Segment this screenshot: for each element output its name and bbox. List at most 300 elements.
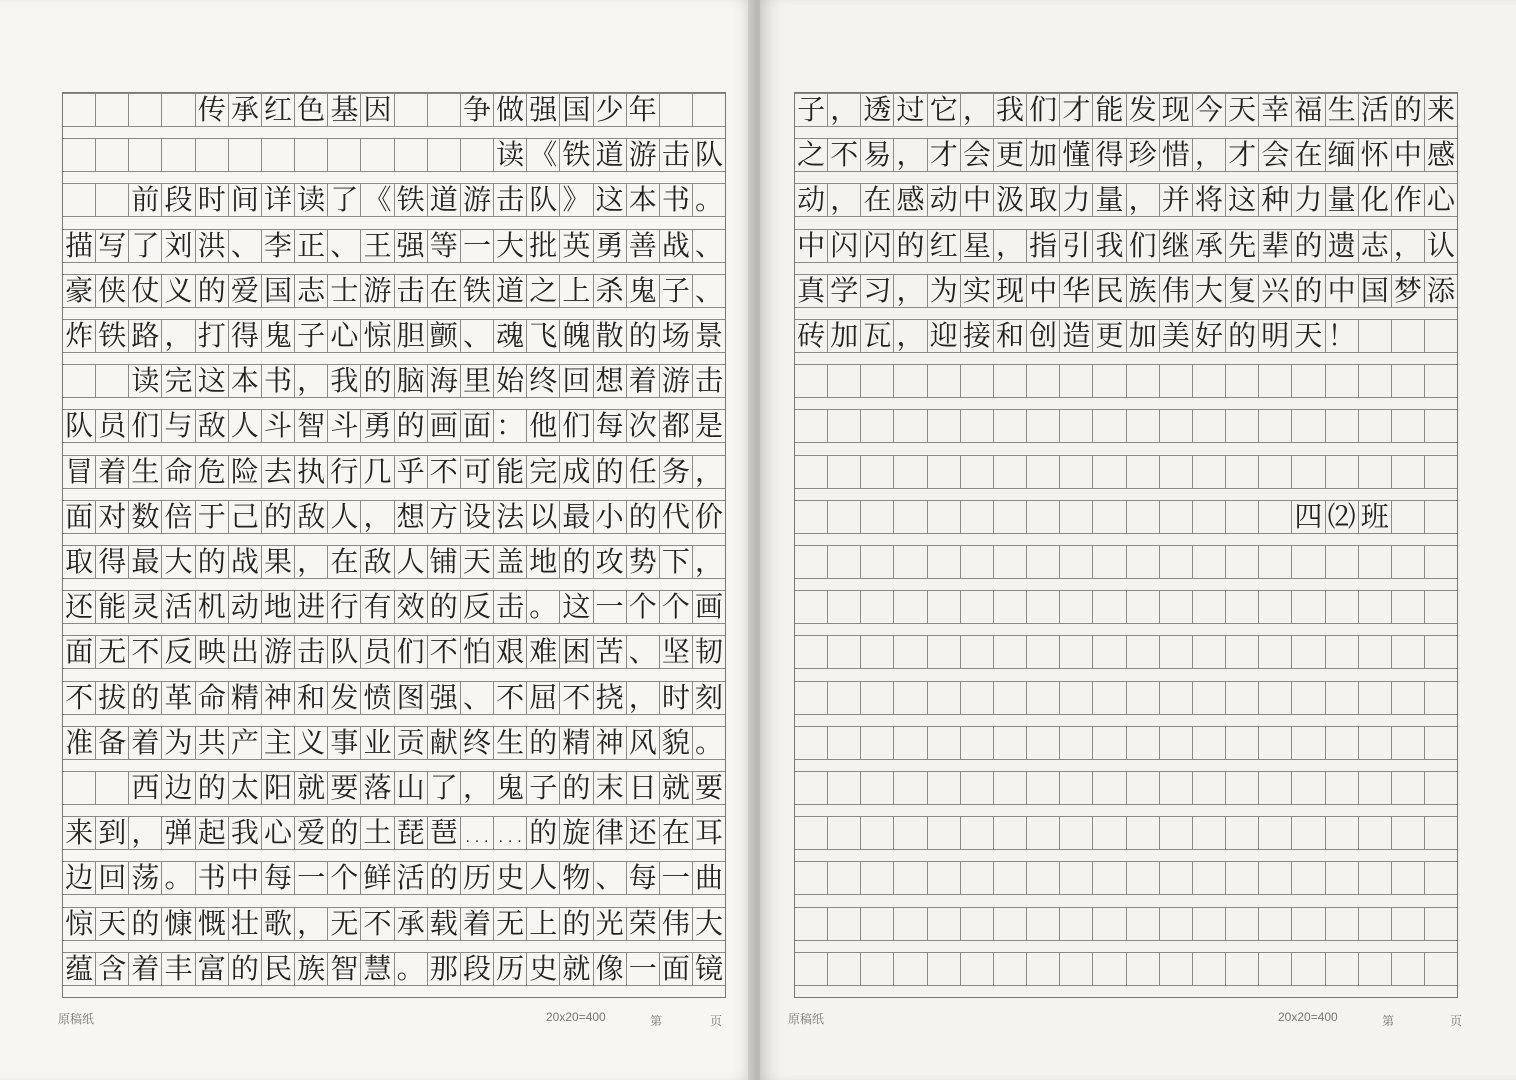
grid-cell xyxy=(960,364,993,398)
grid-cell xyxy=(795,726,827,760)
grid-cell: 在 xyxy=(659,816,692,850)
grid-cell xyxy=(1358,907,1391,941)
grid-cell xyxy=(927,771,960,805)
grid-cell xyxy=(827,500,860,534)
grid-cell: 习 xyxy=(860,274,893,308)
grid-cell: 面 xyxy=(63,500,95,534)
grid-cell: 瓦 xyxy=(860,319,893,353)
grid-cell xyxy=(993,545,1026,579)
grid-cell xyxy=(1192,907,1225,941)
grid-cell: 始 xyxy=(493,364,526,398)
grid-cell: 在 xyxy=(327,545,360,579)
grid-cell: 击 xyxy=(493,183,526,217)
grid-cell: 壮 xyxy=(228,907,261,941)
grid-cell: 学 xyxy=(827,274,860,308)
grid-cell xyxy=(860,816,893,850)
manuscript-grid-left xyxy=(62,92,726,998)
grid-cell xyxy=(1325,907,1358,941)
grid-cell: 个 xyxy=(327,861,360,895)
grid-cell xyxy=(795,409,827,443)
grid-cell: 来 xyxy=(63,816,95,850)
grid-cell: 了 xyxy=(128,229,161,263)
grid-cell: 动 xyxy=(795,183,827,217)
grid-cell xyxy=(1126,590,1159,624)
grid-cell: 继 xyxy=(1159,229,1192,263)
grid-cell xyxy=(1225,635,1258,669)
grid-cell: 读 xyxy=(128,364,161,398)
grid-cell: 任 xyxy=(626,455,659,489)
grid-cell xyxy=(1258,364,1291,398)
grid-cell: 书 xyxy=(659,183,692,217)
grid-cell xyxy=(960,409,993,443)
grid-cell: 加 xyxy=(827,319,860,353)
grid-cell: 在 xyxy=(860,183,893,217)
grid-cell xyxy=(827,455,860,489)
grid-cell: 下 xyxy=(659,545,692,579)
grid-cell: 己 xyxy=(228,500,261,534)
manuscript-sheet-right xyxy=(760,0,1516,1080)
grid-cell: 有 xyxy=(360,590,393,624)
grid-cell: 完 xyxy=(161,364,194,398)
grid-cell xyxy=(1358,635,1391,669)
grid-cell xyxy=(1291,545,1324,579)
grid-cell xyxy=(1258,500,1291,534)
grid-cell: 时 xyxy=(659,681,692,715)
grid-cell: 机 xyxy=(195,590,228,624)
paper-type-label: 原稿纸 xyxy=(788,1012,825,1026)
grid-cell: 想 xyxy=(593,364,626,398)
grid-cell xyxy=(460,138,493,172)
grid-cell: 击 xyxy=(493,590,526,624)
grid-cell xyxy=(795,635,827,669)
manuscript-row xyxy=(795,274,1457,308)
grid-cell: 添 xyxy=(1424,274,1457,308)
grid-cell: 段 xyxy=(460,952,493,986)
grid-cell xyxy=(827,861,860,895)
grid-cell: 面 xyxy=(659,952,692,986)
grid-cell: 物 xyxy=(559,861,592,895)
manuscript-row xyxy=(63,907,725,941)
grid-cell: 现 xyxy=(1159,93,1192,127)
grid-cell: 西 xyxy=(128,771,161,805)
grid-cell: 载 xyxy=(427,907,460,941)
grid-cell xyxy=(1424,500,1457,534)
grid-cell: 们 xyxy=(559,409,592,443)
grid-cell: 每 xyxy=(261,861,294,895)
grid-cell: 铁 xyxy=(95,319,128,353)
grid-cell xyxy=(1424,409,1457,443)
grid-cell: 动 xyxy=(228,590,261,624)
grid-cell: 强 xyxy=(526,93,559,127)
grid-cell: 国 xyxy=(559,93,592,127)
grid-cell: 无 xyxy=(327,907,360,941)
grid-cell xyxy=(1391,319,1424,353)
grid-cell: 击 xyxy=(394,274,427,308)
grid-cell: 着 xyxy=(626,364,659,398)
grid-cell xyxy=(161,138,194,172)
grid-cell xyxy=(1358,319,1391,353)
grid-cell: 荣 xyxy=(626,907,659,941)
grid-cell xyxy=(1358,409,1391,443)
grid-cell: 才 xyxy=(1225,138,1258,172)
grid-cell: 弹 xyxy=(161,816,194,850)
grid-cell: 好 xyxy=(1192,319,1225,353)
grid-cell xyxy=(1059,771,1092,805)
grid-cell: 国 xyxy=(261,274,294,308)
grid-cell: 场 xyxy=(659,319,692,353)
grid-cell: 反 xyxy=(161,635,194,669)
grid-cell xyxy=(1126,726,1159,760)
grid-cell: 的 xyxy=(360,364,393,398)
grid-cell: ， xyxy=(460,771,493,805)
grid-cell xyxy=(827,952,860,986)
grid-cell: 一 xyxy=(659,861,692,895)
grid-cell: 几 xyxy=(360,455,393,489)
grid-cell: 价 xyxy=(692,500,725,534)
grid-cell xyxy=(1026,409,1059,443)
grid-cell: 天 xyxy=(95,907,128,941)
grid-cell: 出 xyxy=(228,635,261,669)
grid-cell: 。 xyxy=(161,861,194,895)
manuscript-row xyxy=(795,500,1457,534)
grid-cell: 于 xyxy=(195,500,228,534)
manuscript-row xyxy=(795,455,1457,489)
grid-cell: 成 xyxy=(559,455,592,489)
grid-cell: 完 xyxy=(526,455,559,489)
grid-cell xyxy=(893,409,926,443)
grid-cell: 一 xyxy=(593,590,626,624)
grid-cell: 的 xyxy=(1225,319,1258,353)
grid-cell xyxy=(1424,861,1457,895)
grid-cell: 大 xyxy=(1192,274,1225,308)
grid-cell: ， xyxy=(1192,138,1225,172)
grid-cell xyxy=(1358,455,1391,489)
grid-cell xyxy=(827,364,860,398)
grid-cell: 的 xyxy=(195,545,228,579)
grid-cell xyxy=(1325,816,1358,850)
grid-cell: 、 xyxy=(593,861,626,895)
grid-cell: 先 xyxy=(1225,229,1258,263)
grid-cell xyxy=(1358,861,1391,895)
grid-cell xyxy=(394,138,427,172)
grid-cell: 共 xyxy=(195,726,228,760)
manuscript-row xyxy=(63,364,725,398)
grid-cell: 中 xyxy=(228,861,261,895)
grid-cell: 争 xyxy=(460,93,493,127)
grid-cell xyxy=(827,635,860,669)
grid-cell xyxy=(63,183,95,217)
grid-cell xyxy=(1092,500,1125,534)
grid-cell xyxy=(1424,681,1457,715)
grid-cell xyxy=(1291,364,1324,398)
grid-cell xyxy=(161,93,194,127)
grid-cell: 间 xyxy=(228,183,261,217)
grid-cell: 贡 xyxy=(394,726,427,760)
grid-cell: 行 xyxy=(327,455,360,489)
grid-cell: 中 xyxy=(1391,138,1424,172)
grid-cell: 幸 xyxy=(1258,93,1291,127)
grid-cell: 魂 xyxy=(493,319,526,353)
grid-cell xyxy=(1059,455,1092,489)
grid-cell: 的 xyxy=(559,771,592,805)
grid-cell xyxy=(1424,816,1457,850)
grid-cell: 一 xyxy=(460,229,493,263)
grid-cell: 读 xyxy=(294,183,327,217)
grid-cell xyxy=(1026,861,1059,895)
grid-cell xyxy=(1159,816,1192,850)
grid-cell xyxy=(294,138,327,172)
grid-cell xyxy=(993,635,1026,669)
grid-cell xyxy=(893,816,926,850)
grid-cell: 的 xyxy=(626,500,659,534)
grid-cell: 、 xyxy=(692,229,725,263)
grid-cell xyxy=(893,590,926,624)
grid-cell: 面 xyxy=(63,635,95,669)
grid-cell xyxy=(1325,590,1358,624)
grid-cell xyxy=(128,93,161,127)
grid-cell: 、 xyxy=(692,274,725,308)
grid-cell: 战 xyxy=(228,545,261,579)
manuscript-row xyxy=(795,771,1457,805)
grid-cell: 终 xyxy=(526,364,559,398)
grid-cell: 含 xyxy=(95,952,128,986)
grid-cell xyxy=(1358,364,1391,398)
grid-cell xyxy=(1391,364,1424,398)
grid-cell xyxy=(1424,907,1457,941)
grid-cell: 王 xyxy=(360,229,393,263)
grid-cell: 因 xyxy=(360,93,393,127)
grid-cell xyxy=(860,455,893,489)
manuscript-row xyxy=(795,952,1457,986)
grid-cell: 《 xyxy=(526,138,559,172)
grid-spec-label: 20x20=400 xyxy=(546,1010,606,1024)
grid-cell xyxy=(1225,726,1258,760)
grid-cell xyxy=(1291,771,1324,805)
grid-cell: 琵 xyxy=(394,816,427,850)
grid-cell: 会 xyxy=(1258,138,1291,172)
grid-cell xyxy=(860,681,893,715)
grid-cell: 屈 xyxy=(526,681,559,715)
grid-cell xyxy=(1391,500,1424,534)
grid-cell: 、 xyxy=(626,635,659,669)
grid-cell: 伟 xyxy=(659,907,692,941)
grid-cell: 准 xyxy=(63,726,95,760)
grid-cell: 强 xyxy=(394,229,427,263)
grid-cell: 不 xyxy=(427,635,460,669)
grid-cell xyxy=(1059,500,1092,534)
grid-cell: 想 xyxy=(394,500,427,534)
grid-cell xyxy=(1291,409,1324,443)
grid-cell xyxy=(927,635,960,669)
manuscript-row xyxy=(63,274,725,308)
grid-cell xyxy=(1391,771,1424,805)
grid-cell: 勇 xyxy=(593,229,626,263)
grid-cell: 的 xyxy=(128,907,161,941)
grid-cell: 曲 xyxy=(692,861,725,895)
grid-cell: 族 xyxy=(294,952,327,986)
grid-cell xyxy=(1192,952,1225,986)
grid-cell: 。 xyxy=(394,952,427,986)
grid-cell: 队 xyxy=(63,409,95,443)
grid-cell xyxy=(1026,816,1059,850)
grid-cell xyxy=(1325,771,1358,805)
grid-cell xyxy=(993,907,1026,941)
grid-cell: 铺 xyxy=(427,545,460,579)
grid-cell xyxy=(1092,861,1125,895)
grid-cell xyxy=(827,771,860,805)
grid-cell: 豪 xyxy=(63,274,95,308)
grid-cell: 盖 xyxy=(493,545,526,579)
grid-cell: 游 xyxy=(626,138,659,172)
grid-cell: 、 xyxy=(327,229,360,263)
manuscript-grid-right xyxy=(794,92,1458,998)
grid-cell: 砖 xyxy=(795,319,827,353)
grid-cell: 打 xyxy=(195,319,228,353)
grid-cell: 不 xyxy=(128,635,161,669)
grid-cell: 迎 xyxy=(927,319,960,353)
grid-cell: 胆 xyxy=(394,319,427,353)
grid-cell: 时 xyxy=(195,183,228,217)
grid-cell xyxy=(1126,455,1159,489)
manuscript-row xyxy=(795,183,1457,217)
grid-cell xyxy=(927,816,960,850)
grid-cell: 做 xyxy=(493,93,526,127)
manuscript-row xyxy=(795,635,1457,669)
grid-cell: 刻 xyxy=(692,681,725,715)
grid-cell: 员 xyxy=(95,409,128,443)
manuscript-row xyxy=(795,319,1457,353)
grid-cell: 们 xyxy=(1026,93,1059,127)
grid-cell: 历 xyxy=(493,952,526,986)
grid-cell: 他 xyxy=(526,409,559,443)
grid-cell: 战 xyxy=(659,229,692,263)
grid-cell: 志 xyxy=(294,274,327,308)
grid-cell xyxy=(960,635,993,669)
grid-cell: 李 xyxy=(261,229,294,263)
manuscript-sheet-left xyxy=(0,0,756,1080)
grid-cell: 的 xyxy=(526,726,559,760)
grid-cell: 我 xyxy=(228,816,261,850)
grid-cell: 小 xyxy=(593,500,626,534)
page-prefix-label: 第 xyxy=(650,1014,663,1028)
grid-cell: 光 xyxy=(593,907,626,941)
grid-cell xyxy=(1192,455,1225,489)
grid-cell: 种 xyxy=(1258,183,1291,217)
grid-cell xyxy=(1258,681,1291,715)
grid-cell: ， xyxy=(161,319,194,353)
grid-cell xyxy=(893,545,926,579)
grid-cell xyxy=(927,861,960,895)
grid-cell xyxy=(795,455,827,489)
grid-cell xyxy=(1159,409,1192,443)
grid-cell: 认 xyxy=(1424,229,1457,263)
grid-cell xyxy=(927,455,960,489)
grid-cell: 敌 xyxy=(195,409,228,443)
grid-cell: 琶 xyxy=(427,816,460,850)
grid-cell: 义 xyxy=(294,726,327,760)
grid-cell xyxy=(893,861,926,895)
grid-cell: 爱 xyxy=(294,816,327,850)
grid-cell: ， xyxy=(827,93,860,127)
grid-cell: 们 xyxy=(394,635,427,669)
grid-cell xyxy=(1291,635,1324,669)
grid-cell: 指 xyxy=(1026,229,1059,263)
grid-cell: 困 xyxy=(559,635,592,669)
grid-cell: 取 xyxy=(1026,183,1059,217)
grid-cell: 律 xyxy=(593,816,626,850)
grid-cell: 心 xyxy=(261,816,294,850)
grid-cell: 上 xyxy=(526,907,559,941)
grid-cell: 兴 xyxy=(1258,274,1291,308)
grid-cell xyxy=(795,364,827,398)
grid-cell: 铁 xyxy=(394,183,427,217)
grid-cell: 富 xyxy=(195,952,228,986)
grid-cell xyxy=(1092,771,1125,805)
grid-cell: 着 xyxy=(128,726,161,760)
manuscript-row xyxy=(795,409,1457,443)
grid-cell xyxy=(1159,545,1192,579)
grid-cell xyxy=(1325,952,1358,986)
grid-cell xyxy=(927,681,960,715)
grid-cell: 缅 xyxy=(1325,138,1358,172)
grid-cell xyxy=(827,545,860,579)
page-suffix-label: 页 xyxy=(1450,1014,1463,1028)
grid-cell xyxy=(795,771,827,805)
grid-cell: 斗 xyxy=(327,409,360,443)
grid-cell xyxy=(1424,364,1457,398)
grid-cell xyxy=(860,590,893,624)
grid-cell: 击 xyxy=(659,138,692,172)
grid-cell: 得 xyxy=(228,319,261,353)
grid-cell xyxy=(960,590,993,624)
grid-cell: 、 xyxy=(460,681,493,715)
grid-cell: 在 xyxy=(1291,138,1324,172)
grid-cell xyxy=(1225,861,1258,895)
manuscript-row xyxy=(63,93,725,127)
grid-cell: 进 xyxy=(294,590,327,624)
grid-cell: 》 xyxy=(559,183,592,217)
grid-cell: 接 xyxy=(960,319,993,353)
grid-cell: 以 xyxy=(526,500,559,534)
grid-cell: 慧 xyxy=(360,952,393,986)
grid-cell: 大 xyxy=(493,229,526,263)
grid-cell: 动 xyxy=(927,183,960,217)
grid-cell xyxy=(1059,590,1092,624)
grid-cell: 着 xyxy=(95,455,128,489)
grid-cell: 阳 xyxy=(261,771,294,805)
grid-cell xyxy=(893,500,926,534)
grid-cell: 惊 xyxy=(63,907,95,941)
grid-cell: 个 xyxy=(659,590,692,624)
grid-cell: 子 xyxy=(795,93,827,127)
grid-cell xyxy=(1291,590,1324,624)
grid-cell xyxy=(795,500,827,534)
grid-cell: 子 xyxy=(526,771,559,805)
grid-cell: 取 xyxy=(63,545,95,579)
grid-cell xyxy=(1092,455,1125,489)
grid-cell xyxy=(1424,545,1457,579)
manuscript-row xyxy=(63,500,725,534)
grid-cell xyxy=(860,726,893,760)
grid-cell: 落 xyxy=(360,771,393,805)
grid-cell: 活 xyxy=(161,590,194,624)
manuscript-row xyxy=(63,861,725,895)
grid-cell: 感 xyxy=(893,183,926,217)
grid-cell: 风 xyxy=(626,726,659,760)
grid-cell: 这 xyxy=(593,183,626,217)
grid-cell xyxy=(795,816,827,850)
grid-cell: 的 xyxy=(559,907,592,941)
